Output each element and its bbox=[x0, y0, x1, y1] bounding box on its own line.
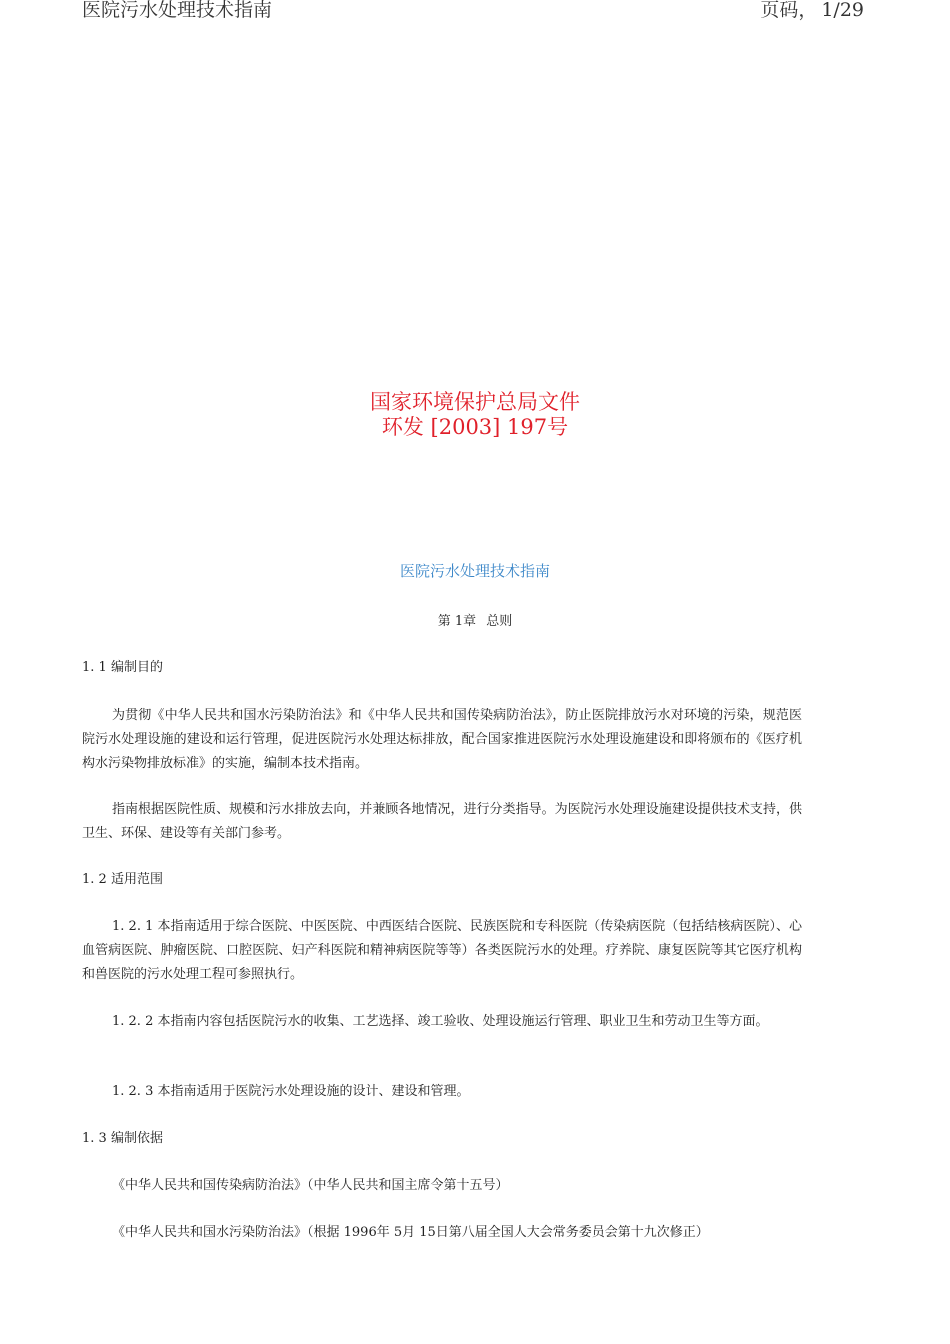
paragraph-1-2-1: 1. 2. 1 本指南适用于综合医院、中医医院、中西医结合医院、民族医院和专科医院（传染病医院（包括结核病医院）、心血管病医院、肿瘤医院、口腔医院、妇产科医院和精神病医院等等）各类医院污水的处理。疗养院、康复医院等其它医疗机构和兽医院的污水处理工程可参照执行。 bbox=[82, 919, 802, 982]
chapter-number: 第 1章 bbox=[437, 614, 477, 629]
section-heading-1-1: 1. 1 编制目的 bbox=[82, 660, 163, 675]
chapter-heading bbox=[0, 612, 950, 632]
paragraph-1-2-3: 1. 2. 3 本指南适用于医院污水处理设施的设计、建设和管理。 bbox=[112, 1084, 470, 1099]
document-title: 医院污水处理技术指南 bbox=[399, 562, 550, 580]
page-label: 页码， bbox=[760, 0, 818, 21]
paragraph-1-1-b: 指南根据医院性质、规模和污水排放去向，并兼顾各地情况，进行分类指导。为医院污水处理设施建设提供技术支持，供卫生、环保、建设等有关部门参考。 bbox=[82, 802, 802, 841]
reference-item-1: 《中华人民共和国传染病防治法》（中华人民共和国主席令第十五号） bbox=[112, 1178, 509, 1193]
issuing-authority-header bbox=[0, 390, 950, 440]
chapter-name: 总则 bbox=[486, 614, 513, 629]
running-header-title: 医院污水处理技术指南 bbox=[82, 0, 273, 21]
section-heading-1-3: 1. 3 编制依据 bbox=[82, 1131, 163, 1146]
page-number: 1/29 bbox=[821, 0, 864, 21]
paragraph-1-2-2: 1. 2. 2 本指南内容包括医院污水的收集、工艺选择、竣工验收、处理设施运行管理、职业卫生和劳动卫生等方面。 bbox=[112, 1014, 769, 1029]
authority-name: 国家环境保护总局文件 bbox=[370, 390, 580, 414]
paragraph-1-1-a: 为贯彻《中华人民共和国水污染防治法》和《中华人民共和国传染病防治法》，防止医院排放污水对环境的污染，规范医院污水处理设施的建设和运行管理，促进医院污水处理达标排放，配合国家推进医院污水处理设施建设和即将颁布的《医疗机构水污染物排放标准》的实施，编制本技术指南。 bbox=[82, 708, 802, 771]
page-indicator bbox=[756, 0, 864, 22]
reference-item-2: 《中华人民共和国水污染防治法》（根据 1996年 5月 15日第八届全国人大会常务委员会第十九次修正） bbox=[112, 1225, 709, 1240]
section-heading-1-2: 1. 2 适用范围 bbox=[82, 872, 163, 887]
document-number: 环发 [2003] 197号 bbox=[381, 415, 569, 439]
